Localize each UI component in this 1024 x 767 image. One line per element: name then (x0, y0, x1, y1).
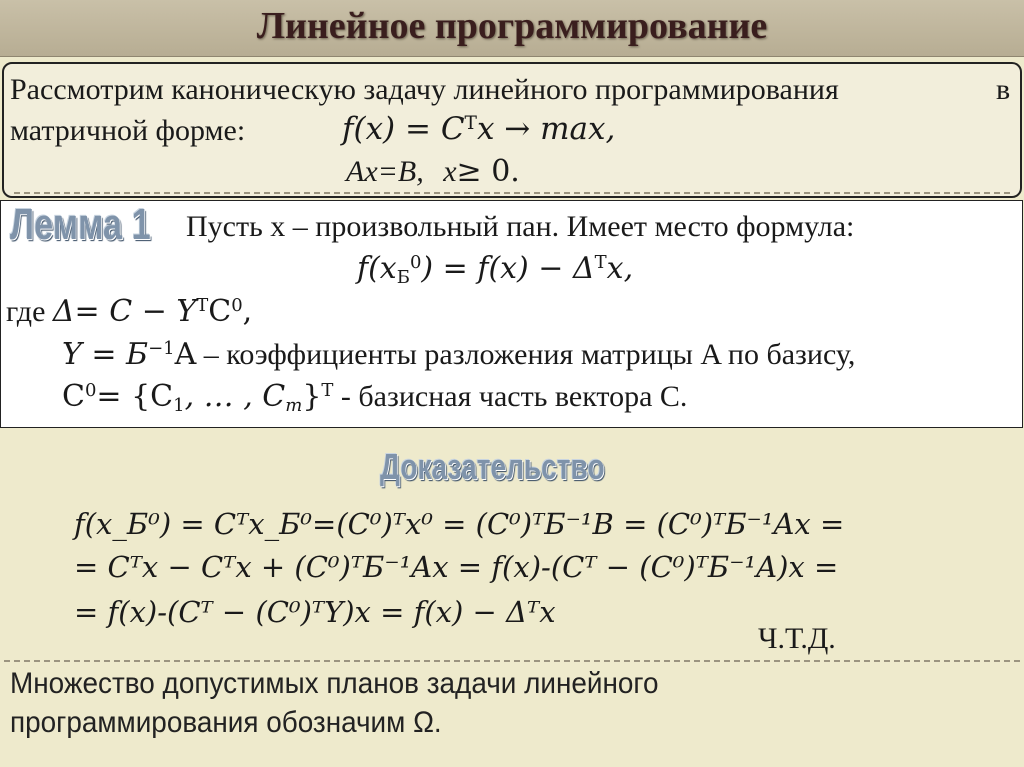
y-a: A (174, 337, 197, 372)
zero-sup: 0 (84, 380, 97, 402)
lemma-formula-end: x, (606, 251, 634, 286)
delta-lhs: Δ= C − Y (52, 294, 197, 329)
transpose-sup: T (196, 295, 209, 317)
transpose-sup: T (464, 112, 477, 134)
y-lhs: Y = Б (62, 337, 149, 372)
sub-1: 1 (173, 394, 185, 416)
constraint-nonneg: ≥ 0. (456, 154, 520, 189)
y-description: – коэффициенты разложения матрицы A по базису, (203, 338, 856, 371)
c-letter: C (208, 294, 232, 329)
comma: , (242, 294, 253, 329)
objective-tail: x → max, (476, 111, 616, 147)
transpose-sup: T (594, 252, 607, 274)
c0-description: - базисная часть вектора C. (340, 380, 688, 413)
c0-set-open: = {C (96, 379, 174, 414)
slide-title: Линейное программирование (256, 5, 768, 47)
y-definition (62, 337, 856, 372)
c0-lhs: C (62, 379, 85, 414)
intro-line-1-text: Рассмотрим каноническую задачу линейного программирования (10, 73, 839, 106)
zero-sup: 0 (409, 252, 422, 274)
zero-sup: 0 (231, 295, 243, 317)
y-formula (62, 337, 196, 372)
basis-sub: Б (396, 266, 410, 288)
intro-divider (14, 192, 1010, 194)
lemma-formula-rhs: ) = f(x) − Δ (421, 251, 595, 286)
intro-line-2-text: матричной форме: (10, 114, 246, 147)
delta-formula (53, 294, 252, 329)
lemma-formula-lhs: f(x (357, 251, 397, 286)
lemma-formula (357, 251, 634, 288)
footer-divider (4, 660, 1020, 662)
c0-set-close: } (302, 379, 322, 414)
intro-line-1-end: в (996, 73, 1011, 106)
minus-one-sup: −1 (148, 338, 175, 360)
footer-line-2: программирования обозначим Ω. (10, 706, 442, 739)
lemma-label: Лемма 1 (10, 200, 151, 249)
constraint-x: x (443, 155, 457, 188)
proof-line-2: = Cᵀx − Cᵀx + (C⁰)ᵀБ⁻¹Ax = f(x)-(Cᵀ − (C⁰)ᵀБ⁻¹A)x = (74, 550, 839, 584)
sub-m: m (285, 394, 303, 416)
transpose-sup: T (321, 380, 334, 402)
constraint-formula (346, 154, 520, 189)
lemma-statement: Пусть x – произвольный пан. Имеет место формула: (186, 210, 855, 243)
constraint-eq: Ax=B, (346, 155, 424, 188)
title-bar (0, 0, 1024, 57)
qed-mark: Ч.Т.Д. (758, 622, 836, 655)
delta-definition (6, 294, 253, 329)
objective-lhs: f(x) = C (342, 111, 465, 147)
footer-line-1: Множество допустимых планов задачи линейного (10, 667, 659, 700)
where-label: где (6, 295, 46, 328)
c0-ellipsis: , … , C (184, 379, 286, 414)
c0-definition (62, 379, 688, 416)
proof-label: Доказательство (380, 446, 605, 487)
intro-line-1 (10, 75, 839, 105)
proof-line-1: f(x_Б⁰) = Cᵀx_Б⁰=(C⁰)ᵀx⁰ = (C⁰)ᵀБ⁻¹B = (C⁰)ᵀБ⁻¹Ax = (74, 507, 845, 541)
proof-line-3: = f(x)-(Cᵀ − (C⁰)ᵀY)x = f(x) − Δᵀx (74, 595, 556, 629)
objective-formula (342, 111, 616, 147)
